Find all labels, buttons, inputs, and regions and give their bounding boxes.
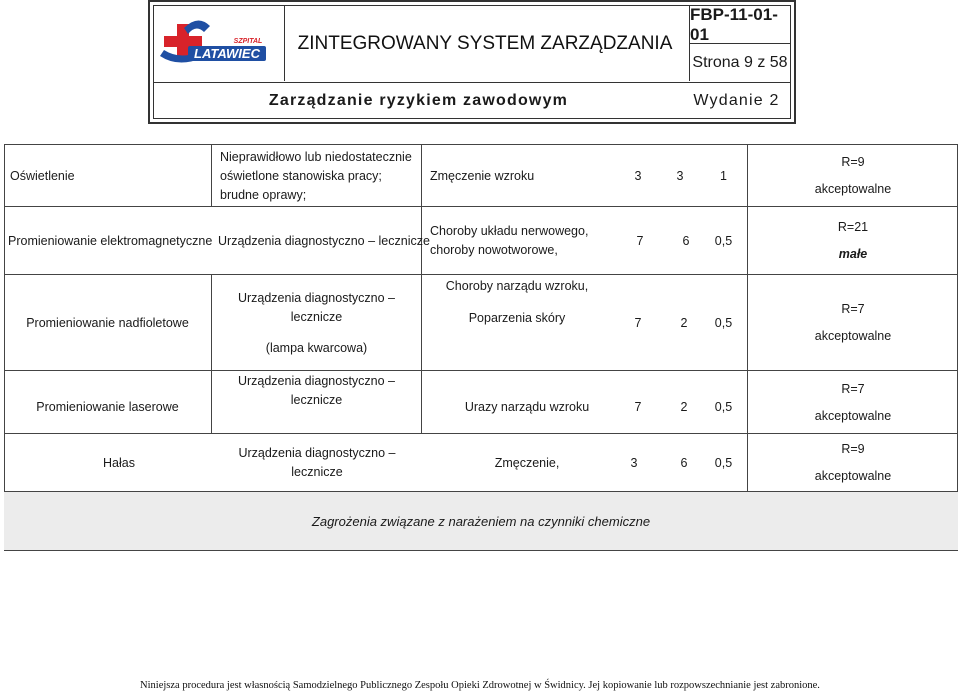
hazard-effects: Urazy narządu wzroku (464, 400, 590, 414)
hazard-source-note: (lampa kwarcowa) (265, 340, 368, 355)
exposure-value: 0,5 (700, 275, 748, 371)
hazard-source: Urządzenia diagnostyczno – lecznicze (238, 446, 396, 479)
risk-category: akceptowalne (814, 182, 892, 196)
hazard-source: Nieprawidłowo lub niedostatecznie oświetlone stanowiska pracy; brudne oprawy; (212, 145, 422, 207)
risk-assessment (748, 145, 958, 207)
hazard-factor: Promieniowanie elektromagnetyczne (8, 233, 213, 248)
hazard-effects-cell (422, 275, 612, 371)
table-row (4, 144, 958, 207)
risk-assessment (748, 207, 958, 275)
hazard-factor: Promieniowanie nadfioletowe (4, 275, 212, 371)
risk-assessment (748, 275, 958, 371)
risk-category: akceptowalne (814, 469, 892, 483)
hazard-factor: Hałas (103, 455, 135, 470)
hazard-effects: Choroby układu nerwowego, choroby nowotworowe, (430, 224, 589, 257)
document-footer: Niniejsza procedura jest własnością Samodzielnego Publicznego Zespołu Opieki Zdrowotnej w Świdnicy. Jej kopiowanie lub rozpowszechnianie jest zabronione. (140, 680, 820, 691)
hazard-source: Urządzenia diagnostyczno – lecznicze (216, 207, 422, 275)
probability-value: 6 (682, 233, 690, 248)
exposure-value: 1 (700, 145, 748, 207)
system-title: ZINTEGROWANY SYSTEM ZARZĄDZANIA (284, 6, 685, 81)
severity-value: 7 (636, 233, 644, 248)
risk-value: R=21 (837, 220, 869, 234)
probability-value: 2 (680, 400, 688, 414)
page-number: Strona 9 z 58 (689, 44, 790, 81)
severity-value: 3 (630, 455, 638, 470)
probability-value: 2 (680, 315, 688, 330)
exposure-value: 0,5 (700, 434, 748, 492)
hazard-source: Urządzenia diagnostyczno – lecznicze (212, 371, 422, 434)
hazard-factor: Oświetlenie (4, 145, 212, 207)
hospital-logo (154, 6, 280, 81)
severity-value: 7 (634, 315, 642, 330)
document-header (148, 0, 796, 124)
document-subtitle: Zarządzanie ryzykiem zawodowym (268, 91, 569, 109)
table-row (4, 206, 958, 275)
risk-value: R=9 (841, 155, 865, 169)
svg-text:LATAWIEC: LATAWIEC (194, 46, 260, 61)
severity-value: 3 (634, 168, 642, 183)
table-row (4, 370, 958, 434)
document-code: FBP-11-01-01 (689, 6, 790, 44)
risk-category: małe (838, 247, 868, 261)
risk-category: akceptowalne (814, 329, 892, 343)
risk-value: R=7 (841, 302, 865, 316)
hazard-effects: Zmęczenie, (494, 455, 560, 470)
table-row (4, 274, 958, 371)
risk-value: R=9 (841, 442, 865, 456)
hazard-source-cell (212, 275, 422, 371)
probability-value: 3 (676, 168, 684, 183)
section-heading-row (4, 491, 958, 551)
risk-category: akceptowalne (814, 408, 892, 423)
risk-value: R=7 (841, 381, 865, 396)
table-row (4, 433, 958, 492)
hazard-effects-second: Poparzenia skóry (468, 311, 566, 325)
risk-assessment (748, 434, 958, 492)
hazard-factor: Promieniowanie laserowe (4, 371, 212, 434)
edition-label: Wydanie 2 (693, 91, 780, 109)
hazard-effects: Choroby narządu wzroku, (445, 279, 589, 293)
severity-value: 7 (634, 400, 642, 414)
exposure-value: 0,5 (700, 207, 748, 275)
svg-text:SZPITAL: SZPITAL (233, 38, 263, 45)
section-heading: Zagrożenia związane z narażeniem na czynniki chemiczne (311, 513, 651, 529)
probability-value: 6 (680, 455, 688, 470)
hazard-effects: Zmęczenie wzroku (430, 168, 535, 183)
exposure-value: 0,5 (700, 371, 748, 434)
risk-assessment (748, 371, 958, 434)
hazard-source: Urządzenia diagnostyczno – lecznicze (237, 290, 396, 324)
